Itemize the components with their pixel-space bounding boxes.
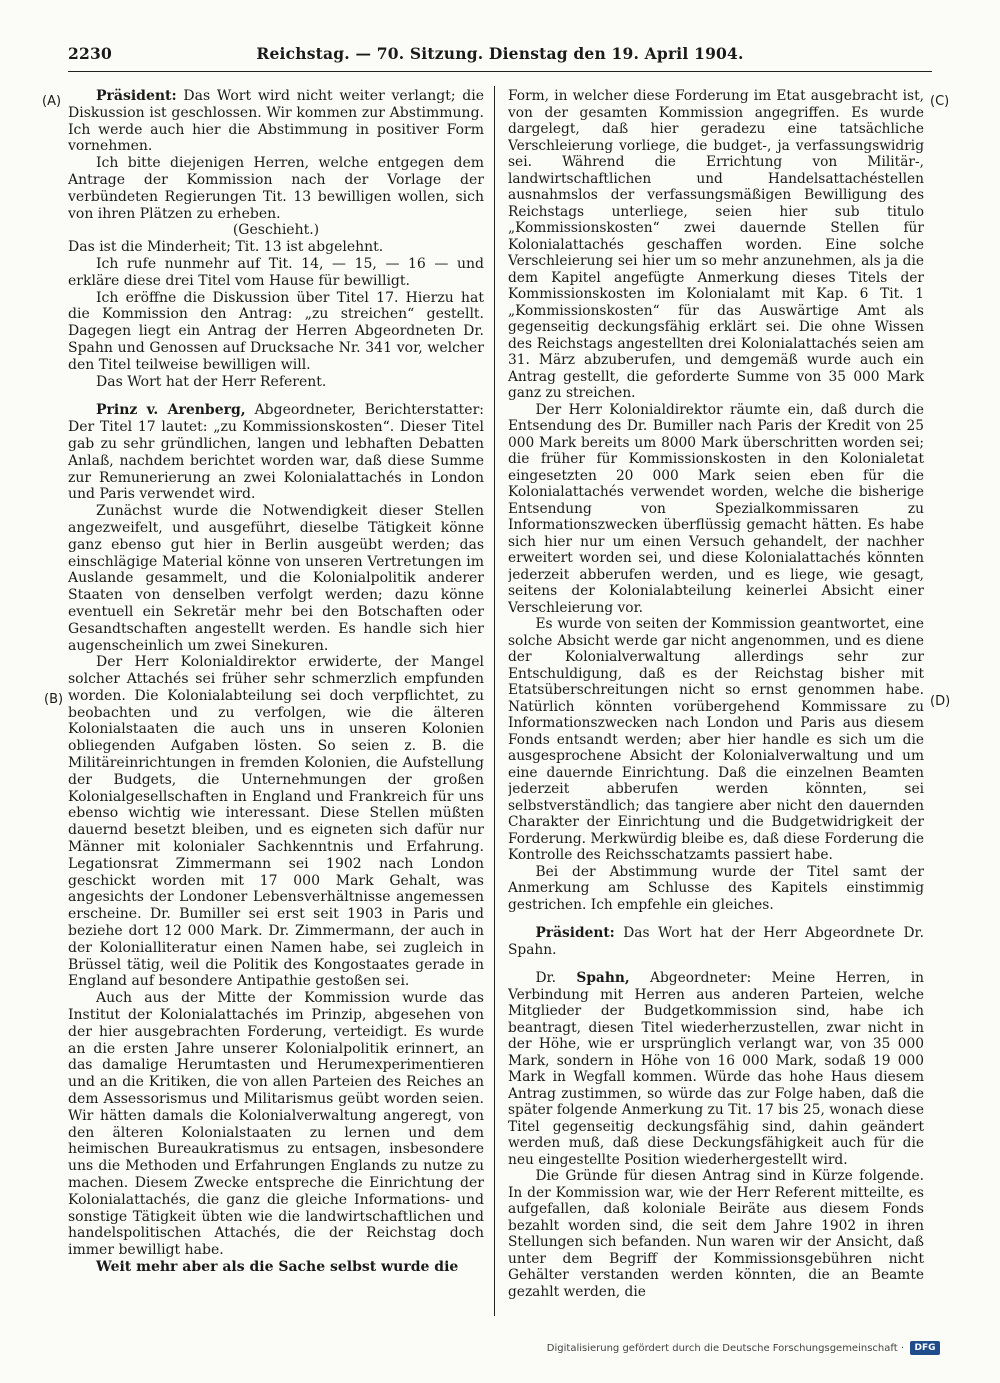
paragraph [508, 925, 924, 958]
margin-letter-a: (A) [42, 94, 62, 109]
footer-text: Digitalisierung gefördert durch die Deutsche Forschungsgemeinschaft · [546, 1342, 904, 1354]
running-title: Reichstag. — 70. Sitzung. Dienstag den 19. April 1904. [256, 44, 744, 63]
paragraph-text: Form, in welcher diese Forderung im Etat ausgebracht ist, von der gesamten Kommission angegriffen. Es wurde dargelegt, daß hier geradezu eine tatsächliche Verschleierung vorliege, die budget-, ja verfassungswidrig sei. Während die Errichtung von Militär-, landwirtschaftlichen und Handelsattachéstellen ausnahmslos der verfassungsmäßigen Bewilligung des Reichstags unterliege, seien hier sub titulo „Kommissionskosten“ zwei dauernde Stellen für Kolonialattachés geschaffen worden. Eine solche Verschleierung sei hier um so mehr anzunehmen, als ja die dem Kapitel angefügte Anmerkung dieses Titels der Kommissionskosten im Kolonialamt mit Kap. 6 Tit. 1 „Kommissionskosten“ für das Auswärtige Amt als gegenseitig deckungsfähig erklärt sei. Die ohne Wissen des Reichstags angestellten drei Kolonialattachés seien am 31. März abzuberufen, und demgemäß wurde auch ein Antrag gestellt, die geforderte Summe von 35 000 Mark ganz zu streichen. [508, 88, 924, 401]
paragraph-text: Das Wort wird nicht weiter verlangt; die Diskussion ist geschlossen. Wir kommen zur Abstimmung. Ich werde auch hier die Abstimmung in positiver Form vornehmen. [68, 88, 484, 155]
paragraph-text: Ich bitte diejenigen Herren, welche entgegen dem Antrage der Kommission nach der Vorlage der verbündeten Regierungen Tit. 13 bewilligen wollen, sich von ihren Plätzen zu erheben. [68, 155, 484, 222]
paragraph [508, 616, 924, 864]
paragraph [68, 88, 484, 155]
paragraph [68, 256, 484, 290]
page-header [68, 42, 932, 68]
paragraph [68, 239, 484, 256]
speaker-name: Prinz v. Arenberg, [96, 402, 246, 419]
paragraph-text: Es wurde von seiten der Kommission geantwortet, eine solche Absicht werde gar nicht angenommen, und es diene der Kolonialverwaltung allerdings sehr zur Entschuldigung, daß es der Reichstag bisher mit Etatsüberschreitungen nicht so ernst genommen habe. Natürlich könnten vorübergehend Kommissare zu Informationszwecken nach London und Paris aus diesem Fonds entsandt werden; aber hier handle es sich um die ausgesprochene Absicht der Kolonialverwaltung und um eine dauernde Einrichtung. Daß die einzelnen Beamten jederzeit abberufen werden könnten, sei selbstverständlich; das tangiere aber nicht den dauernden Charakter der Einrichtung und die Budgetwidrigkeit der Forderung. Merkwürdig bleibe es, daß diese Forderung die Kontrolle des Reichsschatzamts passiert habe. [508, 616, 924, 863]
paragraph-text: (Geschieht.) [232, 222, 320, 239]
speaker-name: Präsident: [96, 88, 177, 104]
paragraph [508, 402, 924, 617]
paragraph [68, 222, 484, 239]
speaker-prefix: Dr. [535, 970, 577, 986]
paragraph [68, 155, 484, 222]
paragraph [68, 654, 484, 990]
footer [547, 1339, 940, 1357]
paragraph [68, 1259, 484, 1276]
column-rule [494, 86, 495, 1316]
paragraph [68, 990, 484, 1259]
speaker-name: Präsident: [535, 925, 615, 941]
paragraph-text: Ich rufe nunmehr auf Tit. 14, — 15, — 16 — und erkläre diese drei Titel vom Hause für bewilligt. [68, 255, 484, 289]
paragraph [68, 290, 484, 374]
margin-letter-b: (B) [44, 692, 64, 707]
header-rule [68, 71, 932, 72]
paragraph-text: Auch aus der Mitte der Kommission wurde das Institut der Kolonialattachés im Prinzip, abgesehen von der hier ausgebrachten Forderung, verteidigt. Es wurde an die ersten Jahre unserer Kolonialpolitik erinnert, an das damalige Herumtasten und Herumexperimentieren und an die Kritiken, die von allen Parteien des Reiches an dem Assessorismus und Militarismus geübt worden seien. Wir hätten damals die Kolonialverwaltung angeregt, von den älteren Kolonialstaaten zu lernen und dem heimischen Bureaukratismus zu entsagen, insbesondere uns die Methoden und Erfahrungen Englands zu nutze zu machen. Diesem Zwecke entspreche die Einrichtung der Kolonialattachés, die ganz die gleiche Informations- und sonstige Tätigkeit übten wie die landwirtschaftlichen und handelspolitischen Attachés, die der Reichstag doch immer bewilligt habe. [68, 990, 484, 1259]
paragraph-text: Das ist die Minderheit; Tit. 13 ist abgelehnt. [68, 239, 384, 256]
speaker-name: Weit mehr aber als die Sache selbst wurde die [96, 1258, 459, 1275]
paragraph-text: Abgeordneter, Berichterstatter: Der Titel 17 lautet: „zu Kommissionskosten“. Dieser Titel gab zu sehr gründlichen, langen und lebhaften Debatten Anlaß, nachdem berichtet worden war, daß diese Summe zur Remunerierung an zwei Kolonialattachés in London und Paris verwendet wird. [68, 402, 484, 503]
paragraph [68, 374, 484, 391]
paragraph-text: Der Herr Kolonialdirektor erwiderte, der Mangel solcher Attachés sei früher sehr schmerzlich empfunden worden. Die Kolonialabteilung sei doch verpflichtet, zu beobachten und zu verfolgen, wie die älteren Kolonialstaaten die auch uns in unseren Kolonien obliegenden Aufgaben lösten. So seien z. B. die Militäreinrichtungen in fremden Kolonien, die Aufstellung der Budgets, die Unternehmungen der großen Kolonialgesellschaften in England und Frankreich für uns ebenso wichtig wie interessant. Diese Stellen müßten dauernd besetzt bleiben, und es eigneten sich dafür nur Männer mit kolonialer Sachkenntnis und Erfahrung. Legationsrat Zimmermann sei 1902 nach London geschickt worden mit 17 000 Mark Gehalt, was angesichts der Londoner Lebensverhältnisse angemessen erscheine. Dr. Bumiller sei erst seit 1903 in Paris und beziehe dort 12 000 Mark. Dr. Zimmermann, der auch in der Kolonialliteratur einen Namen habe, sei zugleich in Brüssel tätig, weil die Politik des Kongostaates gerade in England auf besondere Antipathie gestoßen sei. [68, 654, 484, 990]
paragraph-text: Der Herr Kolonialdirektor räumte ein, daß durch die Entsendung des Dr. Bumiller nach Paris der Kredit von 25 000 Mark bereits um 8000 Mark überschritten worden sei; die früher für Kommissionskosten in den Kolonialetat eingesetzten 20 000 Mark seien eben für die Kolonialattachés verwendet worden, welche die bisherige Entsendung von Spezialkommissaren zu Informationszwecken überflüssig gemacht hätten. Es habe sich hier nur um einen Versuch gehandelt, der nachher erweitert worden sei, und diese Kolonialattachés könnten jederzeit abberufen werden, und es liege, wie gesagt, seitens der Kolonialabteilung keinerlei Absicht einer Verschleierung vor. [508, 401, 924, 616]
paragraph-text: Abgeordneter: Meine Herren, in Verbindung mit Herren aus anderen Parteien, welche Mitglieder der Budgetkommission sind, habe ich beantragt, diesen Titel wiederherzustellen, zwar nicht in der Höhe, wie er ursprünglich verlangt war, von 35 000 Mark, sondern in Höhe von 16 000 Mark, sodaß 19 000 Mark in Wegfall kommen. Würde das hohe Haus diesem Antrag zustimmen, so würde das zur Folge haben, daß die später folgende Anmerkung zu Tit. 17 bis 25, wonach diese Titel gegenseitig deckungsfähig sind, dahin geändert werden muß, daß diese Deckungsfähigkeit auch für die neu eingestellte Position wiederhergestellt wird. [508, 970, 924, 1168]
paragraph-text: Bei der Abstimmung wurde der Titel samt der Anmerkung am Schlusse des Kapitels einstimmig gestrichen. Ich empfehle ein gleiches. [508, 863, 924, 913]
left-column [68, 88, 484, 1318]
paragraph-text: Ich eröffne die Diskussion über Titel 17. Hierzu hat die Kommission den Antrag: „zu streichen“ gestellt. Dagegen liegt ein Antrag der Herren Abgeordneten Dr. Spahn und Genossen auf Drucksache Nr. 341 vor, welcher den Titel teilweise bewilligen will. [68, 289, 484, 373]
margin-letter-c: (C) [930, 94, 950, 109]
speaker-name: Spahn, [576, 970, 630, 986]
paragraph [508, 1168, 924, 1300]
margin-letter-d: (D) [930, 694, 951, 709]
paragraph [68, 402, 484, 503]
paragraph [508, 970, 924, 1168]
paragraph-text: Das Wort hat der Herr Abgeordnete Dr. Spahn. [508, 925, 924, 958]
paragraph-text: Die Gründe für diesen Antrag sind in Kürze folgende. In der Kommission war, wie der Herr Referent mitteilte, es aufgefallen, daß koloniale Beiräte aus diesem Fonds bezahlt worden sind, die seit dem Jahre 1902 in ihren Stellungen sich befanden. Nun waren wir der Ansicht, daß unter dem Begriff der Kommissionsgebühren nicht Gehälter verstanden werden könnten, die an Beamte gezahlt werden, die [508, 1168, 924, 1300]
paragraph-text: Zunächst wurde die Notwendigkeit dieser Stellen angezweifelt, und ausgeführt, dieselbe Tätigkeit könne ganz ebenso gut hier in Berlin ausgeübt werden; das einschlägige Material könne von unseren Vertretungen im Auslande gesammelt, und die Kolonialpolitik anderer Staaten von denselben verfolgt werden; dazu könne eventuell ein Sekretär mehr bei den Botschaften oder Gesandtschaften angestellt werden. Es handle sich hier augenscheinlich um zwei Sinekuren. [68, 503, 484, 654]
paragraph [68, 503, 484, 654]
right-column [508, 88, 924, 1318]
paragraph [508, 88, 924, 402]
paragraph-text: Das Wort hat der Herr Referent. [96, 373, 327, 390]
dfg-logo-icon[interactable]: DFG [910, 1341, 940, 1355]
paragraph [508, 864, 924, 914]
page-number: 2230 [68, 44, 112, 63]
